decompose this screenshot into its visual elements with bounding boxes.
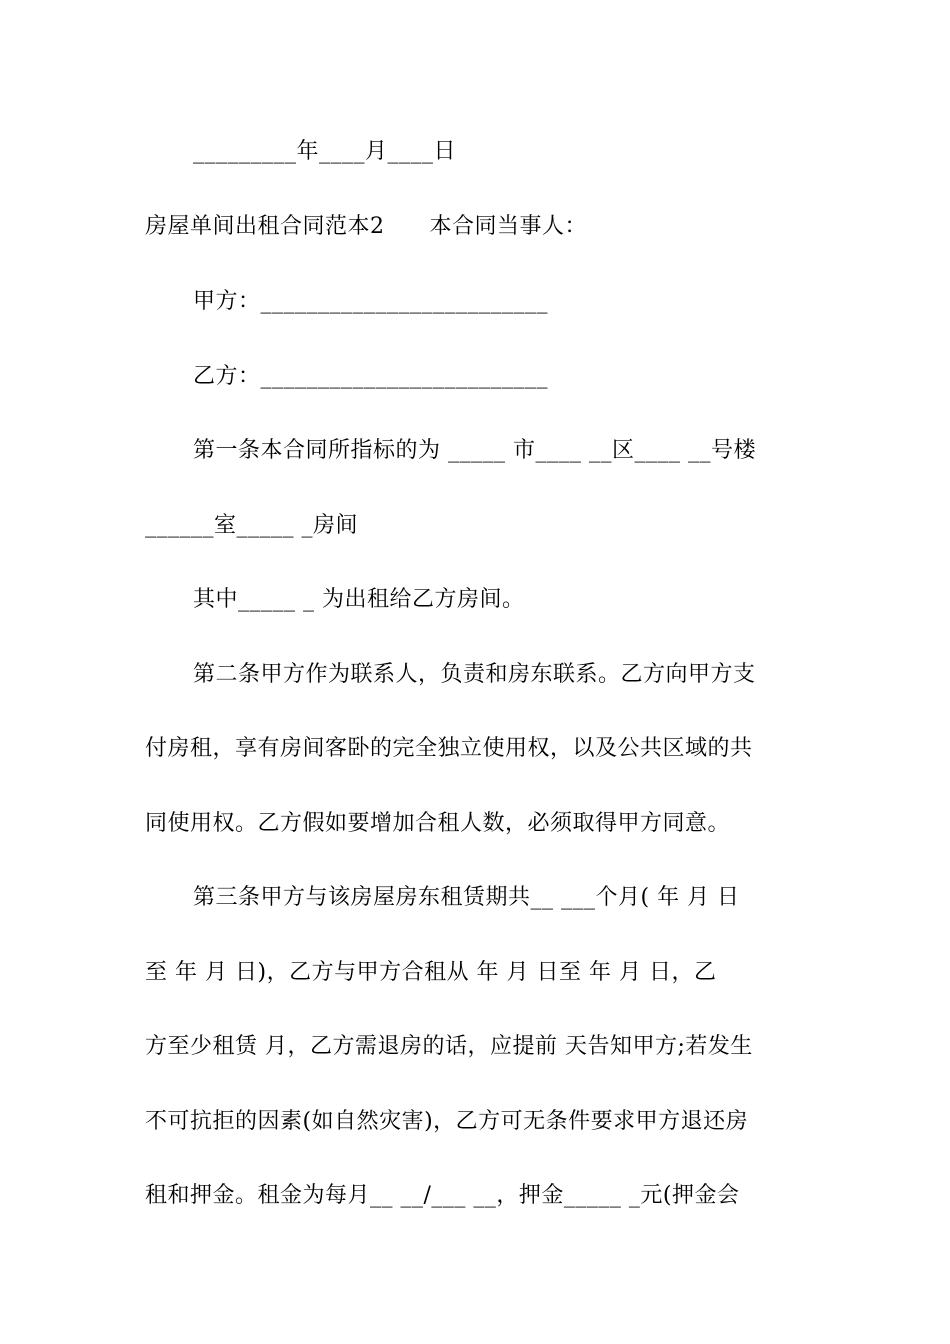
- article-2-line-2: 付房租，享有房间客卧的完全独立使用权，以及公共区域的共: [145, 736, 753, 761]
- party-a-line: 甲方：_________________________: [193, 289, 549, 314]
- article-2-line-3: 同使用权。乙方假如要增加合租人数，必须取得甲方同意。: [145, 811, 731, 836]
- article-3-line-4: 不可抗拒的因素(如自然灾害)，乙方可无条件要求甲方退还房: [145, 1109, 749, 1134]
- article-1-line-1: 第一条本合同所指标的为 _____ 市____ __区____ __号楼: [193, 438, 756, 463]
- date-line: _________年____月____日: [193, 139, 457, 164]
- article-2-line-1: 第二条甲方作为联系人，负责和房东联系。乙方向甲方支: [193, 662, 756, 687]
- article-1-line-2: ______室_____ _房间: [145, 513, 358, 538]
- article-3-line-5: 租和押金。租金为每月__ __/___ __，押金_____ _元(押金会: [145, 1183, 740, 1208]
- party-b-line: 乙方：_________________________: [193, 364, 549, 389]
- room-line: 其中_____ _ 为出租给乙方房间。: [193, 587, 525, 612]
- article-3-line-2: 至 年 月 日)，乙方与甲方合租从 年 月 日至 年 月 日，乙: [145, 960, 717, 985]
- article-3-line-1: 第三条甲方与该房屋房东租赁期共__ ___个月( 年 月 日: [193, 885, 740, 910]
- article-3-line-3: 方至少租赁 月，乙方需退房的话，应提前 天告知甲方;若发生: [145, 1034, 753, 1059]
- contract-title-line: 房屋单间出租合同范本2 本合同当事人：: [145, 214, 587, 239]
